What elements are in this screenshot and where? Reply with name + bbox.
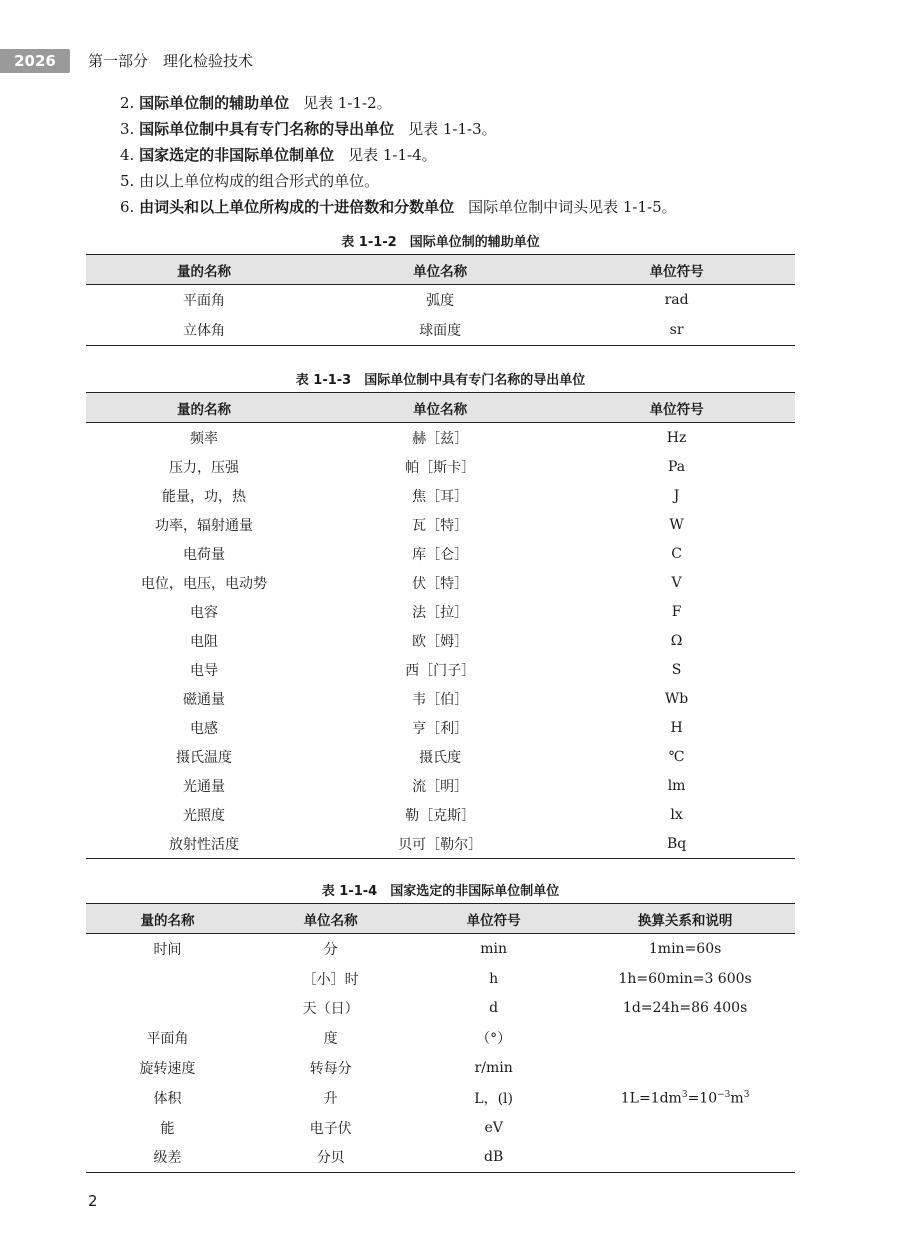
list-term: 由词头和以上单位所构成的十进倍数和分数单位 bbox=[139, 198, 455, 216]
column-header: 量的名称 bbox=[86, 904, 249, 934]
list-item: 4. 国家选定的非国际单位制单位 见表 1-1-4。 bbox=[120, 146, 437, 164]
table-row: 电阻 欧［姆］ Ω bbox=[190, 632, 683, 650]
running-header: 第一部分 理化检验技术 bbox=[88, 52, 254, 70]
table-row: 体积 升 L，(l) $1L=1dm^3=10^{-3}m^3$ bbox=[86, 1083, 795, 1113]
column-header: 量的名称 bbox=[86, 393, 322, 423]
table-row: 频率 赫［兹］ Hz bbox=[190, 429, 687, 447]
table-row: 天（日） d 1d=24h=86 400s bbox=[302, 1000, 748, 1018]
column-header: 单位符号 bbox=[558, 255, 795, 285]
table-row: 旋转速度 转每分 r/min bbox=[139, 1060, 513, 1078]
table-row: 磁通量 韦［伯］ Wb bbox=[183, 690, 689, 708]
table-row: 平面角 弧度 rad bbox=[183, 292, 689, 309]
table-header-row bbox=[86, 255, 795, 285]
column-header: 换算关系和说明 bbox=[575, 904, 795, 934]
list-item: 6. 由词头和以上单位所构成的十进倍数和分数单位 国际单位制中词头见表 1-1-5。 bbox=[120, 198, 677, 216]
table-row: ［小］时 h 1h=60min=3 600s bbox=[302, 970, 752, 988]
table-row: 电容 法［拉］ F bbox=[190, 603, 682, 621]
list-ref: 见表 1-1-3。 bbox=[408, 120, 497, 138]
table-row: 能量，功，热 焦［耳］ J bbox=[162, 487, 680, 505]
table-row: 级差 分贝 dB bbox=[86, 1143, 795, 1173]
list-item: 3. 国际单位制中具有专门名称的导出单位 见表 1-1-3。 bbox=[120, 120, 497, 138]
table-row: 摄氏温度 摄氏度 ℃ bbox=[176, 748, 685, 766]
list-term: 国际单位制中具有专门名称的导出单位 bbox=[139, 120, 395, 138]
table-row: 电导 西［门子］ S bbox=[190, 661, 682, 679]
column-header: 量的名称 bbox=[86, 255, 322, 285]
table-row: 光照度 勒［克斯］ lx bbox=[183, 806, 683, 824]
table-row: 平面角 度 （°） bbox=[146, 1031, 512, 1048]
volume-conversion: $1L=1dm^3=10^{-3}m^3$ bbox=[620, 1089, 750, 1107]
list-term: 国家选定的非国际单位制单位 bbox=[139, 146, 335, 164]
list-ref: 见表 1-1-4。 bbox=[348, 146, 437, 164]
table-row: 功率，辐射通量 瓦［特］ W bbox=[155, 516, 684, 534]
list-item: 2. 国际单位制的辅助单位 见表 1-1-2。 bbox=[120, 94, 392, 112]
list-ref: 国际单位制中词头见表 1-1-5。 bbox=[468, 198, 677, 216]
table-112 bbox=[86, 254, 795, 346]
table-row: 时间 分 min 1min=60s bbox=[153, 940, 722, 958]
year-badge: 2026 bbox=[0, 49, 70, 73]
table-row: 光通量 流［明］ lm bbox=[183, 777, 686, 795]
table-header-row bbox=[86, 393, 795, 423]
column-header: 单位符号 bbox=[412, 904, 575, 934]
column-header: 单位名称 bbox=[322, 393, 558, 423]
list-ref: 见表 1-1-2。 bbox=[303, 94, 392, 112]
table-row: 电感 亨［利］ H bbox=[190, 719, 683, 737]
table-114-caption: 表 1-1-4 国家选定的非国际单位制单位 bbox=[321, 884, 560, 899]
table-113-caption: 表 1-1-3 国际单位制中具有专门名称的导出单位 bbox=[295, 373, 586, 388]
table-header-row bbox=[86, 904, 795, 934]
table-112-caption: 表 1-1-2 国际单位制的辅助单位 bbox=[341, 235, 540, 250]
column-header: 单位名称 bbox=[322, 255, 558, 285]
list-item: 5. 由以上单位构成的组合形式的单位。 bbox=[120, 172, 380, 190]
table-row: 立体角 球面度 sr bbox=[86, 315, 795, 346]
list-ref: 由以上单位构成的组合形式的单位。 bbox=[139, 172, 380, 190]
table-row: 放射性活度 贝可［勒尔］ Bq bbox=[86, 829, 795, 859]
column-header: 单位符号 bbox=[558, 393, 795, 423]
table-row: 电荷量 库［仑］ C bbox=[183, 545, 682, 563]
table-row: 电位，电压，电动势 伏［特］ V bbox=[141, 574, 682, 592]
table-row: 能 电子伏 eV bbox=[160, 1119, 503, 1137]
table-114 bbox=[86, 903, 795, 1173]
table-113 bbox=[86, 392, 795, 859]
table-row: 压力，压强 帕［斯卡］ Pa bbox=[169, 458, 686, 476]
list-term: 国际单位制的辅助单位 bbox=[139, 94, 290, 112]
page-number: 2 bbox=[88, 1192, 98, 1210]
unit-list bbox=[120, 90, 820, 220]
column-header: 单位名称 bbox=[249, 904, 412, 934]
